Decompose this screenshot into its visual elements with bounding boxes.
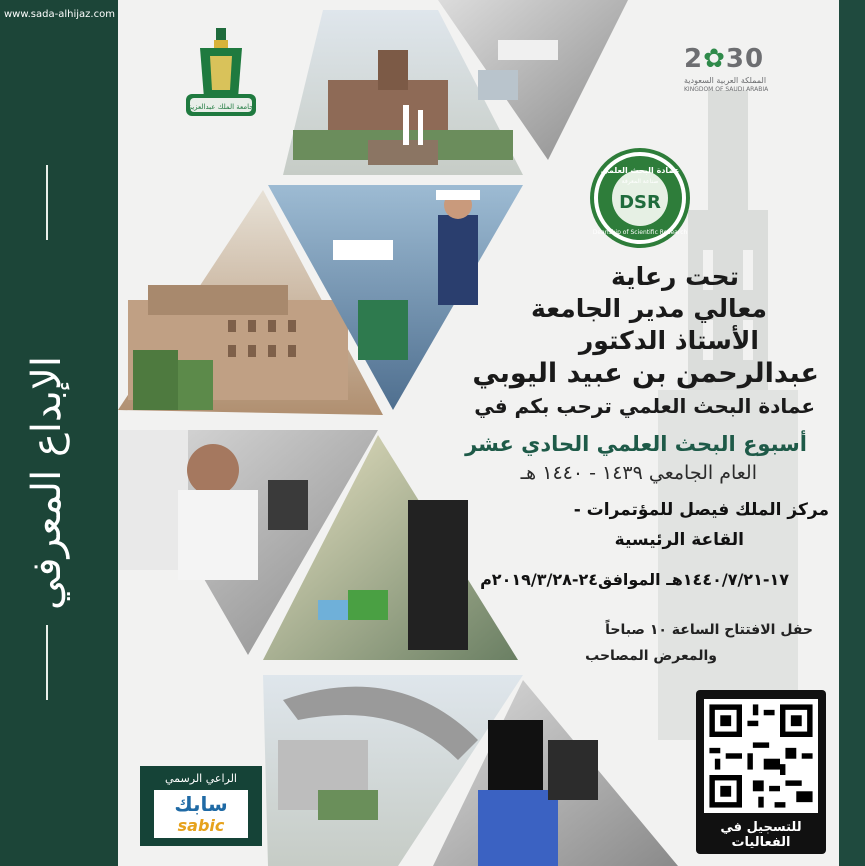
site-url[interactable]: www.sada-alhijaz.com (4, 9, 115, 20)
qr-registration[interactable] (696, 690, 826, 854)
left-sidebar (0, 0, 118, 866)
sponsor-block (140, 766, 262, 846)
vision-2030-arabic: المملكة العربية السعودية (684, 76, 767, 85)
event-title: أسبوع البحث العلمي الحادي عشر (465, 432, 807, 456)
professor-title-line: الأستاذ الدكتور (578, 326, 759, 355)
patronage-line: تحت رعاية (611, 262, 739, 291)
opening-exhibition: والمعرض المصاحب (585, 648, 717, 664)
vision-2030-flower-icon: ✿ (703, 44, 726, 74)
dsr-logo (588, 146, 692, 250)
dsr-sub: صناعة المعرفة (621, 178, 659, 185)
president-title-line: معالي مدير الجامعة (530, 294, 767, 323)
venue-line-2: القاعة الرئيسية (614, 530, 744, 550)
vision-2030-number-left: 2 (684, 44, 704, 74)
divider-line-bottom (46, 625, 48, 700)
event-academic-year: العام الجامعي ١٤٣٩ - ١٤٤٠ هـ (520, 462, 757, 484)
qr-caption: للتسجيل في الفعاليات (720, 820, 802, 850)
event-dates: ١٧-١٤٤٠/٧/٢١هـ الموافق٢٤-٢٠١٩/٣/٢٨م (480, 570, 789, 589)
dsr-english: Deanship of Scientific Research (592, 229, 688, 236)
dsr-arabic: عمادة البحث العلمي (600, 166, 680, 175)
kau-logo-text: جامعة الملك عبدالعزيز (188, 103, 254, 111)
sponsor-label: الراعي الرسمي (165, 772, 237, 785)
poster-main (118, 0, 839, 866)
kau-logo (180, 28, 262, 128)
sabic-arabic: سابك (174, 792, 228, 816)
sabic-logo (154, 790, 248, 838)
opening-time: حفل الافتتاح الساعة ١٠ صباحاً (605, 622, 813, 638)
right-edge-strip (839, 0, 865, 866)
venue-line-1: مركز الملك فيصل للمؤتمرات - (573, 500, 829, 520)
sabic-english: sabic (177, 816, 225, 835)
vision-2030-english: KINGDOM OF SAUDI ARABIA (684, 86, 769, 93)
welcome-line: عمادة البحث العلمي ترحب بكم في (474, 394, 815, 418)
divider-line-top (46, 165, 48, 240)
sidebar-vertical-text: الإبداع المعرفي (24, 356, 70, 611)
vision-2030-logo (684, 44, 764, 74)
vision-2030-number-right: 30 (725, 44, 765, 74)
dsr-initials: DSR (619, 192, 661, 213)
qr-code-icon[interactable] (704, 699, 818, 813)
president-name-line: عبدالرحمن بن عبيد اليوبي (472, 358, 819, 389)
